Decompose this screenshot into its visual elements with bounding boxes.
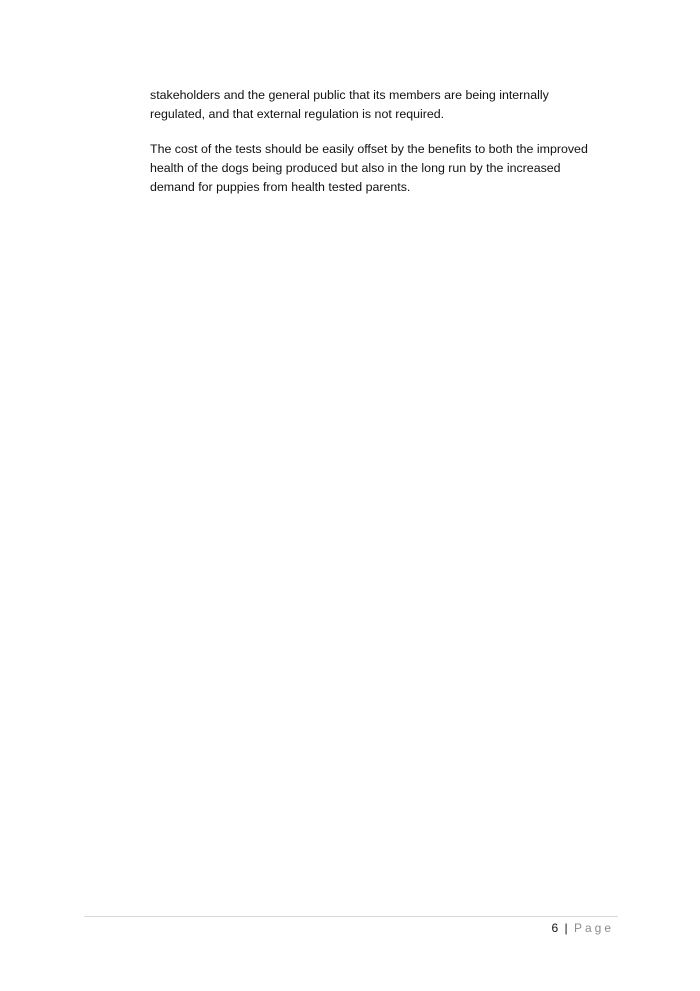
paragraph-line: regulated, and that external regulation is not required.: [150, 107, 445, 121]
page-footer: [551, 920, 614, 936]
paragraph-line: The cost of the tests should be easily offset by the benefits to both the improved: [150, 142, 588, 156]
paragraph-line: health of the dogs being produced but also in the long run by the increased: [150, 161, 561, 175]
paragraph-line: demand for puppies from health tested parents.: [150, 180, 411, 194]
footer-separator: |: [564, 921, 568, 935]
page-number: 6: [551, 921, 559, 935]
paragraph-line: stakeholders and the general public that its members are being internally: [150, 88, 549, 102]
paragraph-2: [150, 140, 620, 197]
page-label: Page: [573, 921, 614, 935]
footer-divider: [84, 916, 618, 917]
body-text: [150, 86, 620, 213]
paragraph-1: [150, 86, 620, 124]
